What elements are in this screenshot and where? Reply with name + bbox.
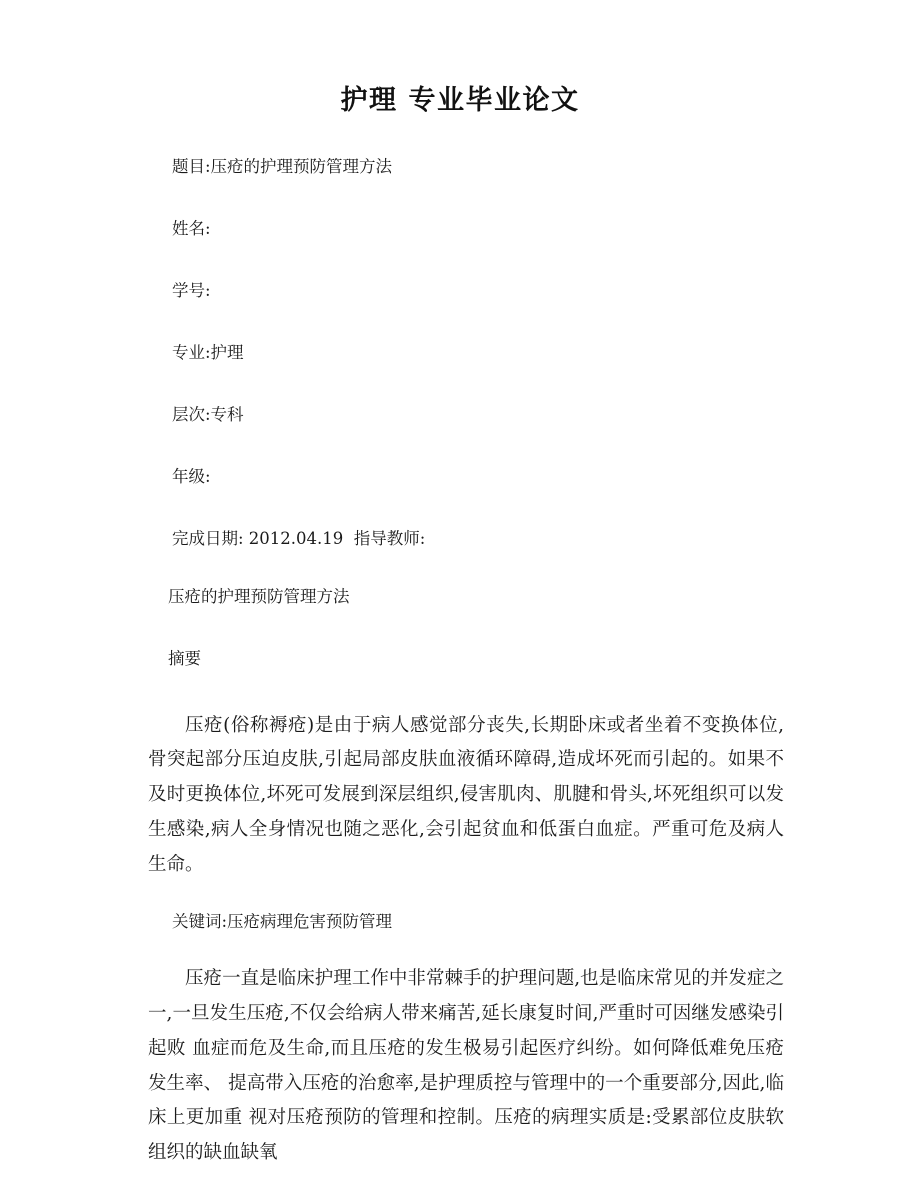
keywords-line: 关键词:压疮病理危害预防管理 [172, 912, 393, 932]
abstract-paragraph: 压疮(俗称褥疮)是由于病人感觉部分丧失,长期卧床或者坐着不变换体位,骨突起部分压迫皮肤,引起局部皮肤血液循环障碍,造成坏死而引起的。如果不及时更换体位,坏死可发展到深层组织,侵害肌肉、肌腱和骨头,坏死组织可以发生感染,病人全身情况也随之恶化,会引起贫血和低蛋白血症。严重可危及病人生命。 [148, 714, 784, 875]
cover-field-student-name: 姓名: [172, 218, 211, 238]
abstract-heading: 摘要 [168, 648, 201, 668]
paper-subtitle: 压疮的护理预防管理方法 [168, 586, 350, 606]
completion-date-and-advisor: 完成日期: 2012.04.19 指导教师: [172, 528, 426, 548]
introduction-paragraph: 压疮一直是临床护理工作中非常棘手的护理问题,也是临床常见的并发症之一,一旦发生压疮,不仅会给病人带来痛苦,延长康复时间,严重时可因继发感染引起败 血症而危及生命,而且压疮的发生极易引起医疗纠纷。如何降低难免压疮发生率、 提高带入压疮的治愈率,是护理质控与管理中的一个重要部分,因此,临床上更加重 视对压疮预防的管理和控制。压疮的病理实质是:受累部位皮肤软组织的缺血缺氧 [148, 968, 784, 1164]
cover-field-topic: 题目:压疮的护理预防管理方法 [172, 157, 393, 176]
document-body [148, 155, 788, 1191]
page-title: 护理 专业毕业论文 [340, 85, 580, 116]
cover-field-major: 专业:护理 [172, 342, 244, 362]
cover-field-student-id: 学号: [172, 280, 211, 300]
cover-field-grade: 年级: [172, 466, 211, 486]
cover-field-level: 层次:专科 [172, 404, 244, 424]
